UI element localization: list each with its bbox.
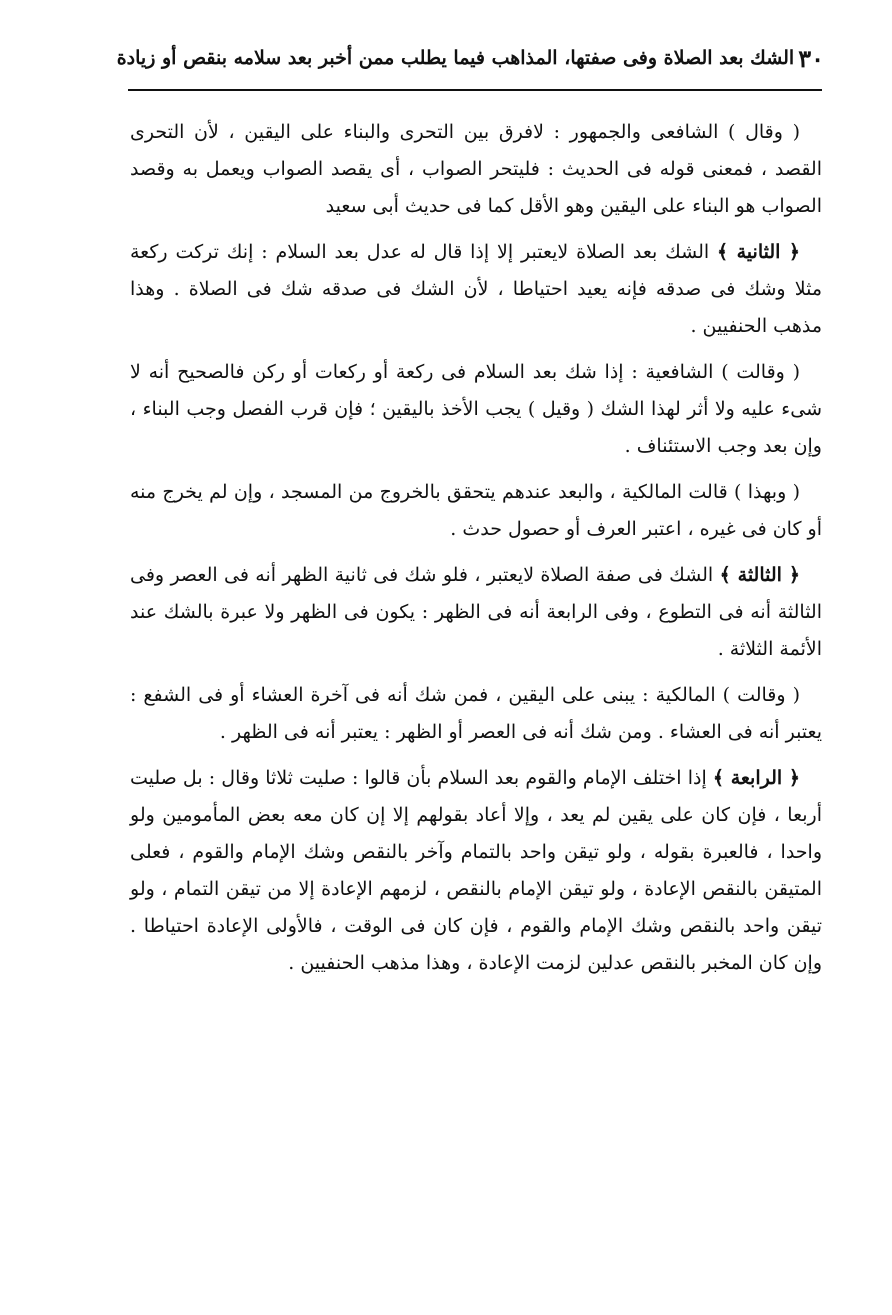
paragraph-malikiyya-certainty <box>130 677 822 751</box>
paragraph-third-issue <box>130 557 822 668</box>
paragraph-shafiiyya-view <box>130 354 822 465</box>
paragraph-fourth-issue <box>130 760 822 982</box>
paragraph-text: إذا اختلف الإمام والقوم بعد السلام بأن قالوا : صليت ثلاثا وقال : بل صليت أربعا ، فإن كان على يقين لم يعد ، وإلا أعاد بقولهم إلا إن كان معه بعض المأمومين ولو واحدا ، فالعبرة بقوله ، ولو تيقن واحد بالتمام وآخر بالنقص وشك الإمام والقوم ، فعلى المتيقن بالنقص الإعادة ، ولو تيقن الإمام بالنقص ، لزمهم الإعادة إلا من تيقن التمام ، ولو تيقن واحد بالنقص وشك الإمام والقوم ، فإن كان فى الوقت ، فالأولى الإعادة احتياطا . وإن كان المخبر بالنقص عدلين لزمت الإعادة ، وهذا مذهب الحنفيين . <box>130 767 822 974</box>
paragraph-malikiyya-distance <box>130 474 822 548</box>
running-title: الشك بعد الصلاة وفى صفتها، المذاهب فيما يطلب ممن أخبر بعد سلامه بنقص أو زيادة <box>116 47 795 69</box>
section-heading-fourth: ﴿ الرابعة ﴾ <box>712 767 800 789</box>
paragraph-second-issue <box>130 234 822 345</box>
paragraph-text: ( وقال ) الشافعى والجمهور : لافرق بين التحرى والبناء على اليقين ، لأن التحرى القصد ، فمعنى قوله فى الحديث : فليتحر الصواب ، أى يقصد الصواب ويعمل به وقصد الصواب هو البناء على اليقين وهو الأقل كما فى حديث أبى سعيد <box>130 121 822 217</box>
paragraph-text: الشك بعد الصلاة لايعتبر إلا إذا قال له عدل بعد السلام : إنك تركت ركعة مثلا وشك فى صدقه فإنه يعيد احتياطا ، لأن الشك فى صدقه شك فى الصلاة . وهذا مذهب الحنفيين . <box>130 241 822 337</box>
header-rule <box>128 89 822 91</box>
page-body <box>130 114 822 989</box>
paragraph-text: ( وقالت ) الشافعية : إذا شك بعد السلام فى ركعة أو ركعات أو ركن فالصحيح أنه لا شىء عليه ولا أثر لهذا الشك ( وقيل ) يجب الأخذ باليقين ؛ فإن قرب الفصل وجب البناء ، وإن بعد وجب الاستئناف . <box>130 361 822 457</box>
page-number: ٣٠ <box>798 43 824 73</box>
section-heading-second: ﴿ الثانية ﴾ <box>717 241 800 263</box>
paragraph-shafii-view <box>130 114 822 225</box>
paragraph-text: ( وقالت ) المالكية : يبنى على اليقين ، فمن شك أنه فى آخرة العشاء أو فى الشفع : يعتبر أنه فى العشاء . ومن شك أنه فى العصر أو الظهر : يعتبر أنه فى الظهر . <box>130 684 822 743</box>
section-heading-third: ﴿ الثالثة ﴾ <box>719 564 800 586</box>
page-header <box>116 30 824 86</box>
paragraph-text: الشك فى صفة الصلاة لايعتبر ، فلو شك فى ثانية الظهر أنه فى العصر وفى الثالثة أنه فى التطوع ، وفى الرابعة أنه فى الظهر : يكون فى الظهر ولا عبرة بالشك عند الأئمة الثلاثة . <box>130 564 822 660</box>
paragraph-text: ( وبهذا ) قالت المالكية ، والبعد عندهم يتحقق بالخروج من المسجد ، وإن لم يخرج منه أو كان فى غيره ، اعتبر العرف أو حصول حدث . <box>130 481 822 540</box>
